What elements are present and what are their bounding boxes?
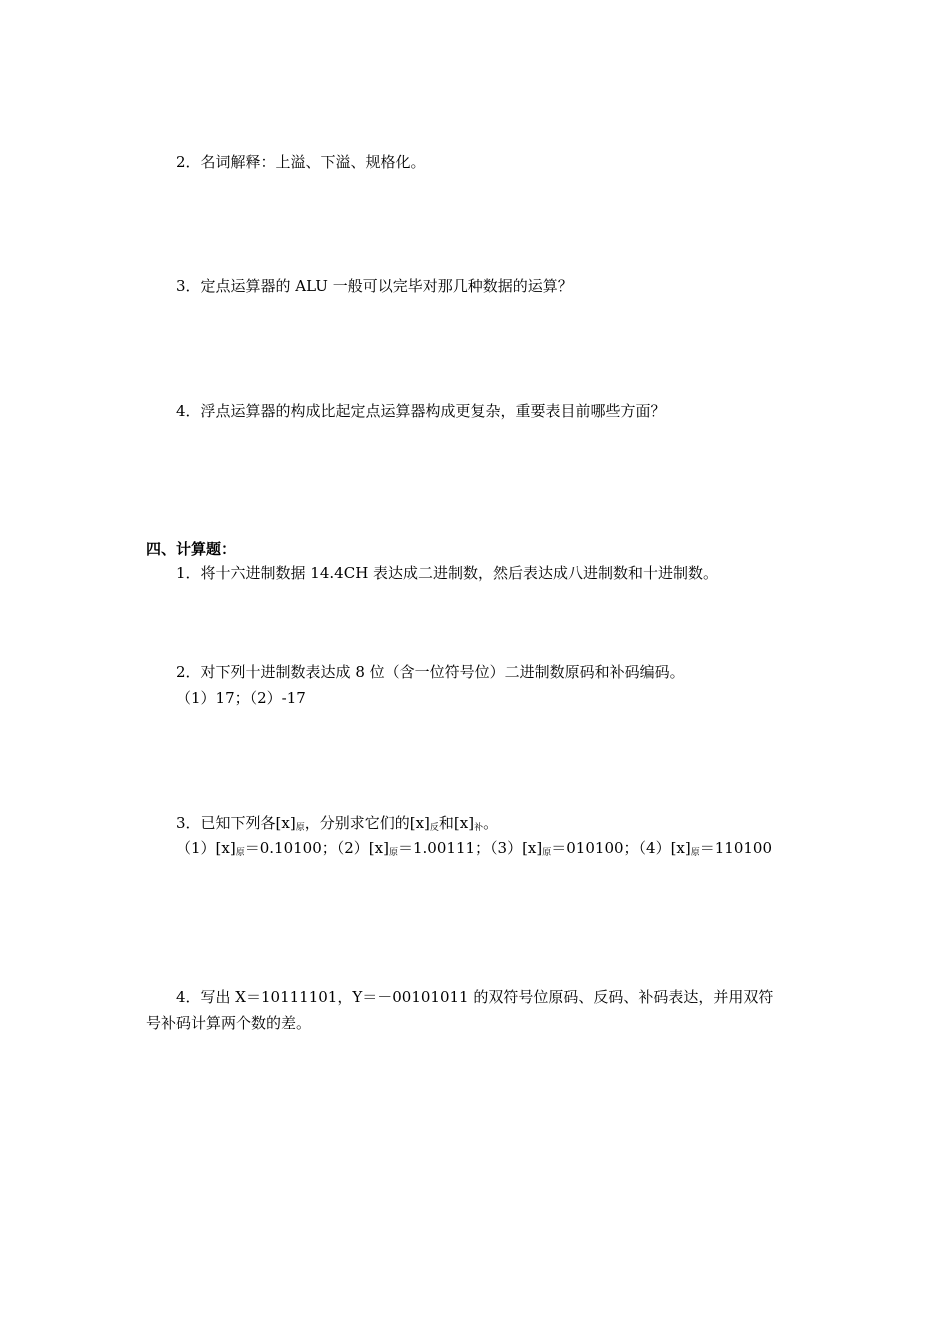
q3-text-e: 和[x] — [438, 814, 475, 832]
q3-text-g: 。 — [483, 814, 499, 832]
q3-item-2-value: ＝1.00111；（3）[x] — [398, 839, 543, 857]
question-4-4-line-1: 4．写出 X＝10111101，Y＝－00101011 的双符号位原码、反码、补码表达，并用双符 — [176, 988, 774, 1006]
question-3-4: 4．浮点运算器的构成比起定点运算器构成更复杂，重要表目前哪些方面？ — [176, 402, 666, 420]
question-4-3-values — [176, 838, 772, 858]
q3-item-1-subscript: 原 — [235, 848, 245, 858]
q3-subscript-twos-complement: 补 — [474, 823, 484, 833]
q3-item-4-value: ＝110100 — [699, 839, 773, 857]
question-4-2-values: （1）17；（2）-17 — [176, 689, 306, 707]
question-4-3 — [176, 813, 498, 833]
question-4-2: 2．对下列十进制数表达成 8 位（含一位符号位）二进制数原码和补码编码。 — [176, 663, 685, 681]
question-4-1: 1．将十六进制数据 14.4CH 表达成二进制数，然后表达成八进制数和十进制数。 — [176, 564, 719, 582]
q3-subscript-original: 原 — [295, 823, 305, 833]
q3-item-1: （1）[x] — [176, 839, 236, 857]
q3-item-2-subscript: 原 — [388, 848, 398, 858]
section-4-heading: 四、计算题： — [146, 540, 237, 558]
question-4-4-line-2: 号补码计算两个数的差。 — [146, 1014, 312, 1032]
q3-item-3-subscript: 原 — [542, 848, 552, 858]
q3-subscript-ones-complement: 反 — [429, 823, 439, 833]
question-3-2: 2．名词解释：上溢、下溢、规格化。 — [176, 153, 426, 171]
q3-item-1-value: ＝0.10100；（2）[x] — [244, 839, 389, 857]
q3-text-c: ，分别求它们的[x] — [304, 814, 430, 832]
question-3-3: 3．定点运算器的 ALU 一般可以完毕对那几种数据的运算？ — [176, 277, 573, 295]
q3-item-4-subscript: 原 — [690, 848, 700, 858]
q3-item-3-value: ＝010100；（4）[x] — [551, 839, 691, 857]
q3-text-a: 3．已知下列各[x] — [176, 814, 296, 832]
